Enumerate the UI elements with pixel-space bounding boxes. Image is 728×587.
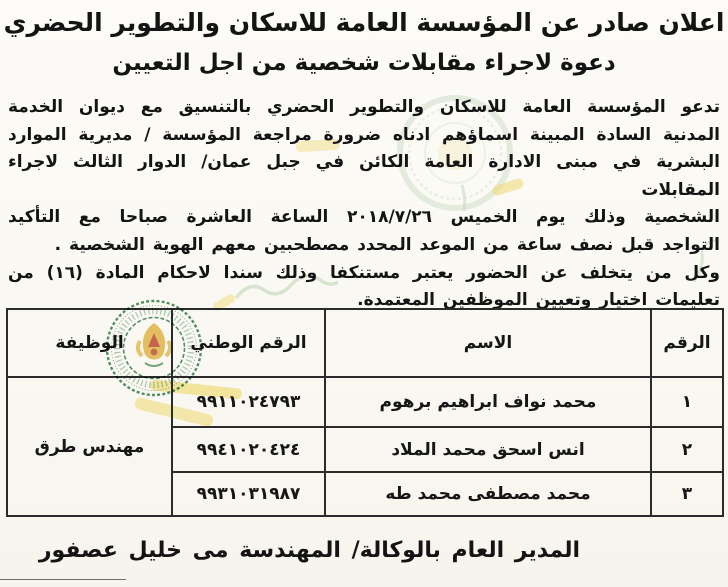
- header-national-id: الرقم الوطني: [172, 309, 325, 377]
- signature-text: المدير العام بالوكالة/ المهندسة مى خليل عصفور: [38, 538, 580, 563]
- body-line: البشرية في مبنى الادارة العامة الكائن في جبل عمان/ الدوار الثالث لاجراء المقابلات: [8, 152, 720, 200]
- cell-national-id: ٩٩٣١٠٣١٩٨٧: [172, 472, 325, 516]
- cell-name: محمد مصطفى محمد طه: [325, 472, 651, 516]
- table-row: [7, 377, 723, 427]
- announcement-body: [8, 94, 720, 315]
- body-line: التواجد قبل نصف ساعة من الموعد المحدد مصطحبين معهم الهوية الشخصية .: [54, 234, 720, 255]
- header-name: الاسم: [325, 309, 651, 377]
- header-number: الرقم: [651, 309, 723, 377]
- header-job: الوظيفة: [7, 309, 172, 377]
- cell-job: مهندس طرق: [7, 377, 172, 516]
- body-line: تدعو المؤسسة العامة للاسكان والتطوير الحضري بالتنسيق مع ديوان الخدمة: [8, 97, 720, 117]
- page-subtitle: دعوة لاجراء مقابلات شخصية من اجل التعيين: [112, 50, 616, 76]
- cell-national-id: ٩٩٤١٠٢٠٤٢٤: [172, 427, 325, 472]
- body-line: المدنية السادة المبينة اسماؤهم ادناه ضرورة مراجعة المؤسسة / مديرية الموارد: [8, 124, 720, 145]
- cell-name: انس اسحق محمد الملاد: [325, 427, 651, 472]
- candidates-table: [6, 308, 724, 517]
- body-line: تعليمات اختيار وتعيين الموظفين المعتمدة.: [357, 290, 720, 311]
- page-title: اعلان صادر عن المؤسسة العامة للاسكان والتطوير الحضري: [3, 8, 725, 37]
- cell-name: محمد نواف ابراهيم برهوم: [325, 377, 651, 427]
- body-line: وكل من يتخلف عن الحضور يعتبر مستنكفا وذلك سندا لاحكام المادة (١٦) من: [8, 262, 720, 283]
- cell-number: ٣: [651, 472, 723, 516]
- cell-national-id: ٩٩١١٠٢٤٧٩٣: [172, 377, 325, 427]
- table-header-row: [7, 309, 723, 377]
- cell-number: ١: [651, 377, 723, 427]
- signature-line: [0, 579, 126, 580]
- body-line: الشخصية وذلك يوم الخميس ٢٠١٨/٧/٢٦ الساعة العاشرة صباحا مع التأكيد: [8, 207, 720, 228]
- cell-number: ٢: [651, 427, 723, 472]
